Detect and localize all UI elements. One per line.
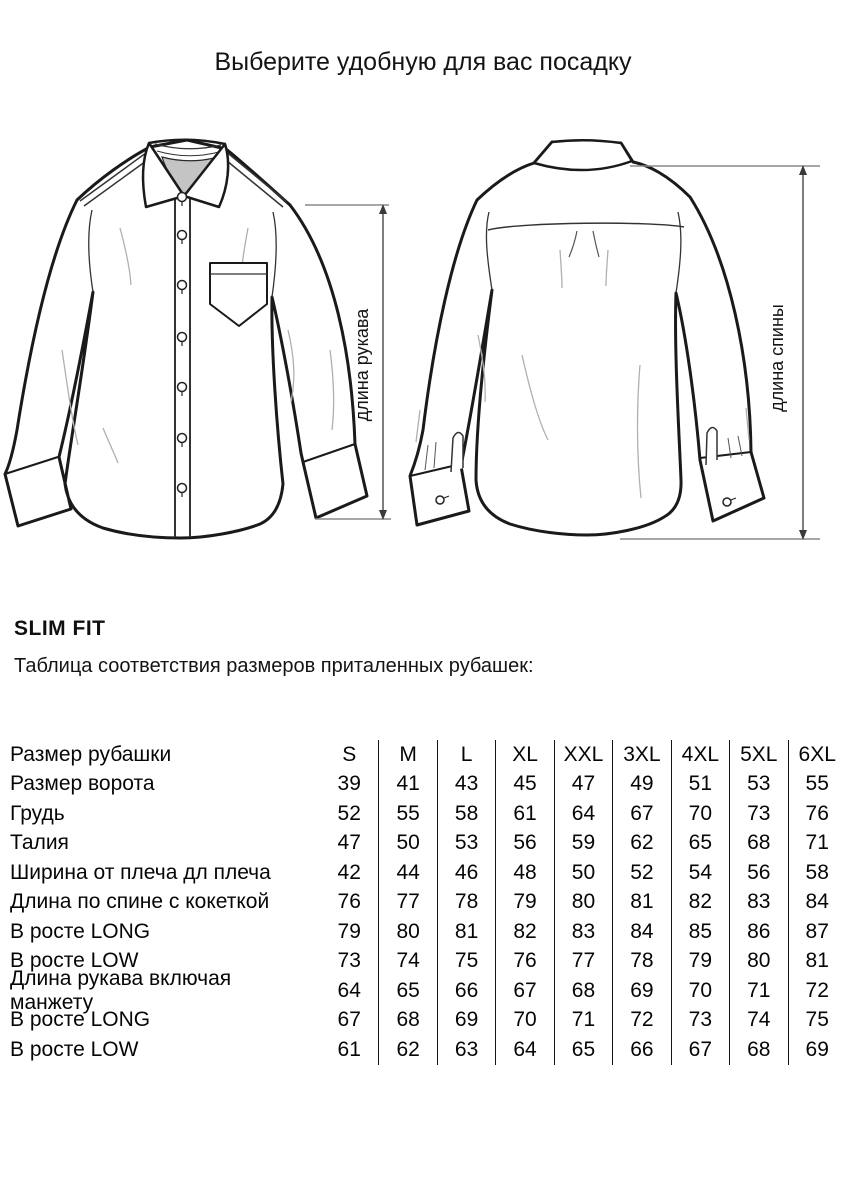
size-table (0, 740, 846, 1065)
table-cell: 86 (729, 917, 787, 947)
row-label: В росте LONG (10, 919, 151, 943)
table-row (0, 917, 846, 947)
table-cell: XL (495, 740, 553, 770)
table-cell: 64 (554, 799, 612, 829)
table-cell: 78 (437, 888, 495, 918)
table-cell: 55 (378, 799, 436, 829)
table-cell: 84 (788, 888, 846, 918)
table-cell: 53 (437, 829, 495, 859)
table-cell: 65 (554, 1035, 612, 1065)
table-cell: 59 (554, 829, 612, 859)
table-cell: 58 (788, 858, 846, 888)
row-label: Длина рукава включая манжету (10, 966, 232, 1014)
table-cell: 87 (788, 917, 846, 947)
table-cell: 81 (788, 947, 846, 977)
back-length-label: длина спины (767, 304, 787, 412)
table-cell: 41 (378, 770, 436, 800)
table-cell: 43 (437, 770, 495, 800)
row-label: Длина по спине с кокеткой (10, 890, 270, 914)
table-cell: 52 (612, 858, 670, 888)
table-cell: 46 (437, 858, 495, 888)
table-cell: 51 (671, 770, 729, 800)
shirt-front-drawing (5, 140, 367, 538)
row-label: В росте LOW (10, 1037, 139, 1061)
shirt-back-outline (410, 142, 764, 535)
table-row (0, 858, 846, 888)
table-cell: 66 (437, 976, 495, 1006)
table-cell: 39 (337, 772, 361, 796)
page-title: Выберите удобную для вас посадку (214, 48, 632, 76)
table-cell: 70 (671, 799, 729, 829)
table-cell: 58 (437, 799, 495, 829)
table-cell: 73 (337, 949, 361, 973)
table-row (0, 770, 846, 800)
table-cell: 70 (671, 976, 729, 1006)
table-subtitle: Таблица соответствия размеров приталенных рубашек: (14, 655, 534, 677)
table-cell: 79 (337, 919, 361, 943)
table-cell: 61 (495, 799, 553, 829)
table-cell: 72 (788, 976, 846, 1006)
table-cell: 62 (378, 1035, 436, 1065)
table-cell: 71 (729, 976, 787, 1006)
table-cell: 69 (788, 1035, 846, 1065)
shirt-diagram (0, 100, 846, 570)
table-cell: 63 (437, 1035, 495, 1065)
table-cell: 74 (378, 947, 436, 977)
table-cell: 50 (554, 858, 612, 888)
table-cell: 77 (378, 888, 436, 918)
table-row (0, 1006, 846, 1036)
table-cell: 75 (437, 947, 495, 977)
table-cell: 78 (612, 947, 670, 977)
table-cell: 67 (671, 1035, 729, 1065)
table-cell: 68 (729, 829, 787, 859)
table-cell: 82 (495, 917, 553, 947)
row-label: Грудь (10, 801, 65, 825)
table-cell: 56 (495, 829, 553, 859)
table-cell: 76 (495, 947, 553, 977)
table-cell: L (437, 740, 495, 770)
table-cell: 80 (554, 888, 612, 918)
table-header-row (0, 740, 846, 770)
table-cell: 64 (337, 978, 361, 1002)
table-cell: 84 (612, 917, 670, 947)
table-cell: 73 (671, 1006, 729, 1036)
table-cell: 67 (495, 976, 553, 1006)
table-cell: 79 (671, 947, 729, 977)
table-cell: 77 (554, 947, 612, 977)
table-cell: 83 (729, 888, 787, 918)
table-cell: 69 (612, 976, 670, 1006)
table-cell: S (342, 742, 357, 766)
table-cell: M (378, 740, 436, 770)
table-cell: 54 (671, 858, 729, 888)
table-cell: XXL (554, 740, 612, 770)
table-cell: 66 (612, 1035, 670, 1065)
table-cell: 67 (337, 1008, 361, 1032)
row-label: В росте LONG (10, 1008, 151, 1032)
table-cell: 81 (612, 888, 670, 918)
sleeve-length-label: длина рукава (352, 308, 372, 422)
table-cell: 49 (612, 770, 670, 800)
table-cell: 72 (612, 1006, 670, 1036)
table-cell: 80 (729, 947, 787, 977)
table-cell: 47 (337, 831, 361, 855)
table-cell: 74 (729, 1006, 787, 1036)
table-cell: 62 (612, 829, 670, 859)
table-cell: 64 (495, 1035, 553, 1065)
back-collar (534, 140, 632, 170)
table-cell: 42 (337, 860, 361, 884)
table-cell: 67 (612, 799, 670, 829)
table-cell: 61 (337, 1037, 361, 1061)
table-cell: 56 (729, 858, 787, 888)
table-cell: 5XL (729, 740, 787, 770)
table-cell: 52 (337, 801, 361, 825)
table-cell: 73 (729, 799, 787, 829)
table-cell: 50 (378, 829, 436, 859)
table-row (0, 888, 846, 918)
table-row (0, 799, 846, 829)
table-cell: 65 (671, 829, 729, 859)
row-label: В росте LOW (10, 949, 139, 973)
table-cell: 3XL (612, 740, 670, 770)
table-row (0, 966, 846, 1014)
table-cell: 70 (495, 1006, 553, 1036)
table-cell: 45 (495, 770, 553, 800)
table-cell: 55 (788, 770, 846, 800)
table-cell: 69 (437, 1006, 495, 1036)
table-cell: 79 (495, 888, 553, 918)
table-cell: 82 (671, 888, 729, 918)
row-label: Ширина от плеча дл плеча (10, 860, 271, 884)
table-cell: 76 (337, 890, 361, 914)
shirt-back-drawing (410, 140, 764, 535)
table-cell: 75 (788, 1006, 846, 1036)
table-cell: 48 (495, 858, 553, 888)
slim-fit-heading: SLIM FIT (14, 617, 106, 640)
row-label: Размер рубашки (10, 742, 172, 766)
table-cell: 76 (788, 799, 846, 829)
table-cell: 68 (378, 1006, 436, 1036)
row-label: Талия (10, 831, 69, 855)
table-row (0, 829, 846, 859)
table-cell: 53 (729, 770, 787, 800)
table-cell: 83 (554, 917, 612, 947)
table-cell: 85 (671, 917, 729, 947)
table-cell: 71 (554, 1006, 612, 1036)
table-cell: 68 (729, 1035, 787, 1065)
table-row (0, 1035, 846, 1065)
table-cell: 81 (437, 917, 495, 947)
table-cell: 71 (788, 829, 846, 859)
table-cell: 47 (554, 770, 612, 800)
table-cell: 80 (378, 917, 436, 947)
table-cell: 68 (554, 976, 612, 1006)
table-cell: 44 (378, 858, 436, 888)
table-cell: 4XL (671, 740, 729, 770)
row-label: Размер ворота (10, 772, 155, 796)
table-cell: 6XL (788, 740, 846, 770)
table-cell: 65 (378, 976, 436, 1006)
